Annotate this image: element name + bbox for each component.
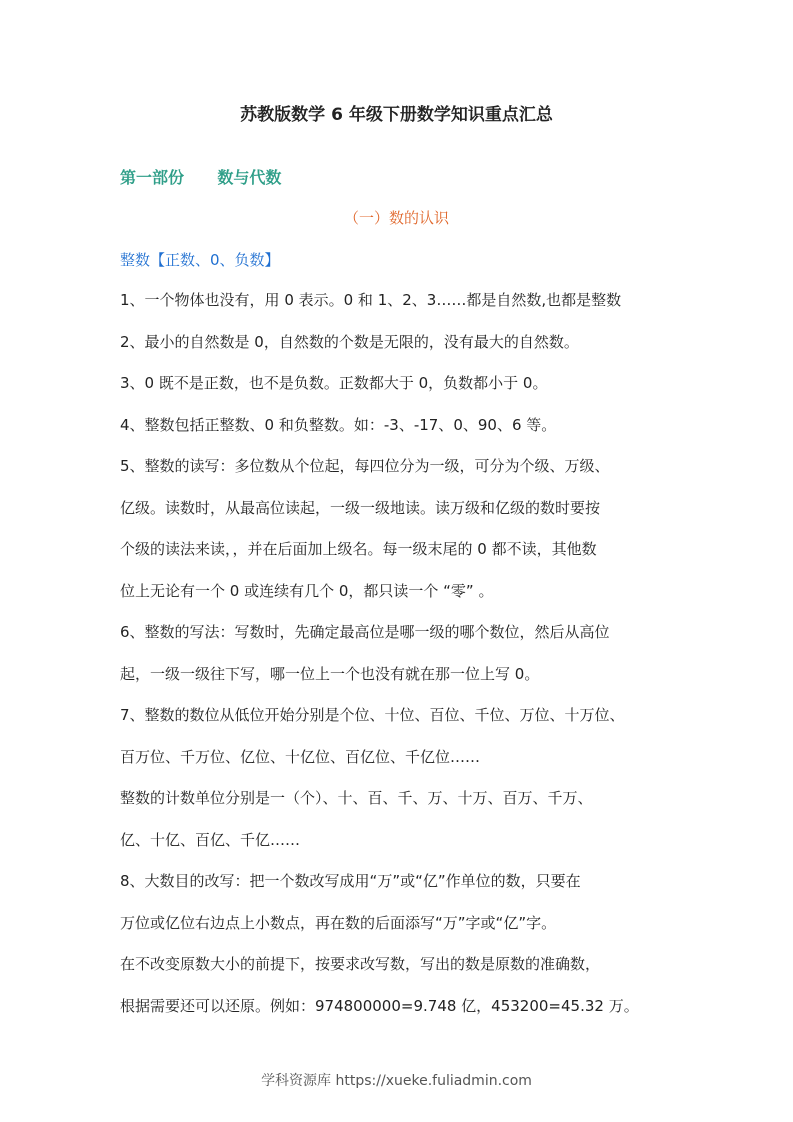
text-line: 3、0 既不是正数，也不是负数。正数都大于 0，负数都小于 0。: [120, 374, 548, 392]
text-line: 8、大数目的改写：把一个数改写成用“万”或“亿”作单位的数，只要在: [120, 872, 581, 890]
page-title: 苏教版数学 6 年级下册数学知识重点汇总: [240, 105, 553, 125]
section-heading: （一）数的认识: [343, 209, 449, 227]
footer-source: 学科资源库 https://xueke.fuliadmin.com: [261, 1073, 532, 1089]
text-line: 个级的读法来读，，并在后面加上级名。每一级末尾的 0 都不读，其他数: [120, 540, 597, 558]
text-line: 整数的计数单位分别是一（个）、十、百、千、万、十万、百万、千万、: [120, 789, 593, 807]
text-line: 在不改变原数大小的前提下，按要求改写数，写出的数是原数的准确数，: [120, 955, 601, 973]
text-line: 7、整数的数位从低位开始分别是个位、十位、百位、千位、万位、十万位、: [120, 706, 625, 724]
text-line: 万位或亿位右边点上小数点，再在数的后面添写“万”字或“亿”字。: [120, 913, 557, 932]
text-line: 位上无论有一个 0 或连续有几个 0，都只读一个 “零” 。: [120, 581, 494, 600]
text-line: 亿级。读数时，从最高位读起，一级一级地读。读万级和亿级的数时要按: [120, 498, 601, 517]
body-text: [120, 280, 680, 1027]
part-heading: 第一部份 数与代数: [120, 168, 282, 187]
text-line: 2、最小的自然数是 0，自然数的个数是无限的，没有最大的自然数。: [120, 332, 579, 351]
text-line: 根据需要还可以还原。例如：974800000=9.748 亿，453200=45.32 万。: [120, 996, 639, 1015]
text-line: 百万位、千万位、亿位、十亿位、百亿位、千亿位……: [120, 747, 481, 766]
text-line: 1、一个物体也没有，用 0 表示。0 和 1、2、3……都是自然数,也都是整数: [120, 291, 622, 309]
text-line: 亿、十亿、百亿、千亿……: [120, 830, 301, 849]
subsection-heading: 整数【正数、0、负数】: [120, 251, 280, 269]
text-line: 6、整数的写法：写数时，先确定最高位是哪一级的哪个数位，然后从高位: [120, 623, 610, 641]
text-line: 4、整数包括正整数、0 和负整数。如：-3、-17、0、90、6 等。: [120, 415, 557, 434]
text-line: 5、整数的读写：多位数从个位起，每四位分为一级，可分为个级、万级、: [120, 457, 610, 475]
text-line: 起，一级一级往下写，哪一位上一个也没有就在那一位上写 0。: [120, 664, 540, 683]
